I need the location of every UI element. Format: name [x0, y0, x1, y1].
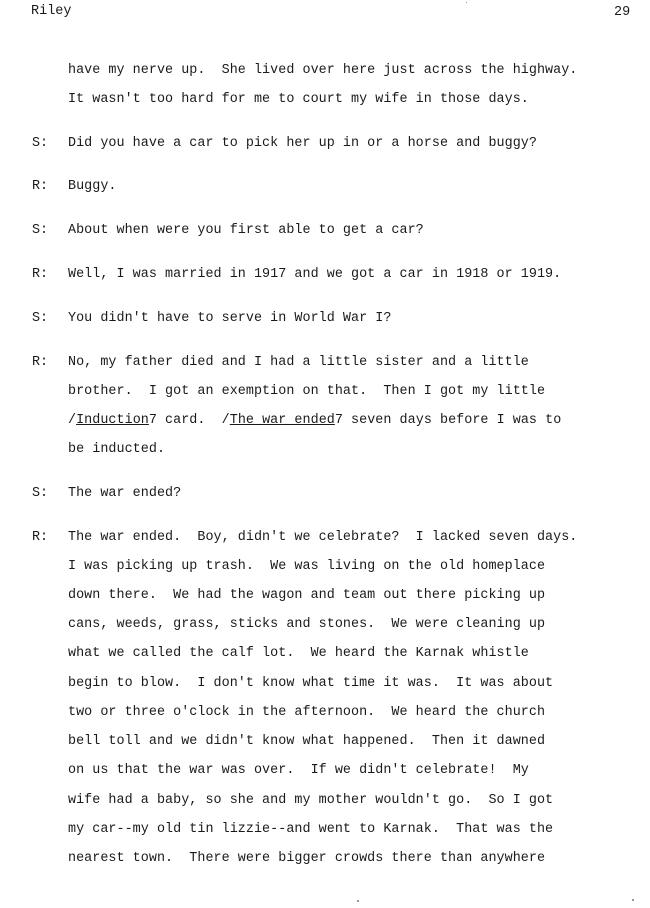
speaker-label-s: S: — [32, 136, 49, 151]
running-header-name: Riley — [31, 4, 72, 19]
transcript-line: two or three o'clock in the afternoon. We heard the church — [68, 705, 546, 720]
speaker-label-r: R: — [32, 530, 49, 545]
bracket-open: / — [68, 413, 77, 428]
bracket-text: 7 seven days before I was to — [334, 413, 562, 428]
scan-speck — [466, 2, 467, 3]
transcript-line-bracketed — [68, 413, 561, 428]
transcript-line: down there. We had the wagon and team out there picking up — [68, 588, 546, 603]
transcript-line: No, my father died and I had a little sister and a little — [68, 355, 529, 370]
transcript-line: bell toll and we didn't know what happened. Then it dawned — [68, 734, 546, 749]
transcript-line: Well, I was married in 1917 and we got a car in 1918 or 1919. — [68, 267, 562, 282]
transcript-line: begin to blow. I don't know what time it was. It was about — [68, 676, 554, 691]
transcript-line: brother. I got an exemption on that. Then I got my little — [68, 384, 546, 399]
speaker-label-r: R: — [32, 355, 49, 370]
editorial-insertion: The war ended — [229, 413, 335, 428]
scan-speck — [632, 899, 634, 901]
editorial-insertion: Induction — [76, 413, 149, 428]
speaker-label-s: S: — [32, 223, 49, 238]
page-number: 29 — [614, 5, 631, 20]
speaker-label-s: S: — [32, 311, 49, 326]
transcript-line: nearest town. There were bigger crowds there than anywhere — [68, 851, 546, 866]
transcript-line: wife had a baby, so she and my mother wouldn't go. So I got — [68, 793, 554, 808]
scan-speck — [357, 900, 359, 902]
transcript-line: what we called the calf lot. We heard the Karnak whistle — [68, 646, 529, 661]
speaker-label-r: R: — [32, 179, 49, 194]
transcript-line: have my nerve up. She lived over here just across the highway. — [68, 63, 578, 78]
transcript-line: It wasn't too hard for me to court my wife in those days. — [68, 92, 529, 107]
transcript-line: on us that the war was over. If we didn't celebrate! My — [68, 763, 529, 778]
bracket-open: / — [221, 413, 230, 428]
transcript-line: About when were you first able to get a car? — [68, 223, 424, 238]
transcript-line: be inducted. — [68, 442, 166, 457]
transcript-line: Did you have a car to pick her up in or a horse and buggy? — [68, 136, 537, 151]
transcript-line: You didn't have to serve in World War I? — [68, 311, 392, 326]
transcript-line: my car--my old tin lizzie--and went to Karnak. That was the — [68, 822, 554, 837]
transcript-line: The war ended. Boy, didn't we celebrate? I lacked seven days. — [68, 530, 578, 545]
transcript-line: cans, weeds, grass, sticks and stones. We were cleaning up — [68, 617, 546, 632]
transcript-line: Buggy. — [68, 179, 117, 194]
transcript-line: The war ended? — [68, 486, 182, 501]
transcript-line: I was picking up trash. We was living on the old homeplace — [68, 559, 546, 574]
bracket-text: 7 card. — [148, 413, 222, 428]
speaker-label-r: R: — [32, 267, 49, 282]
speaker-label-s: S: — [32, 486, 49, 501]
